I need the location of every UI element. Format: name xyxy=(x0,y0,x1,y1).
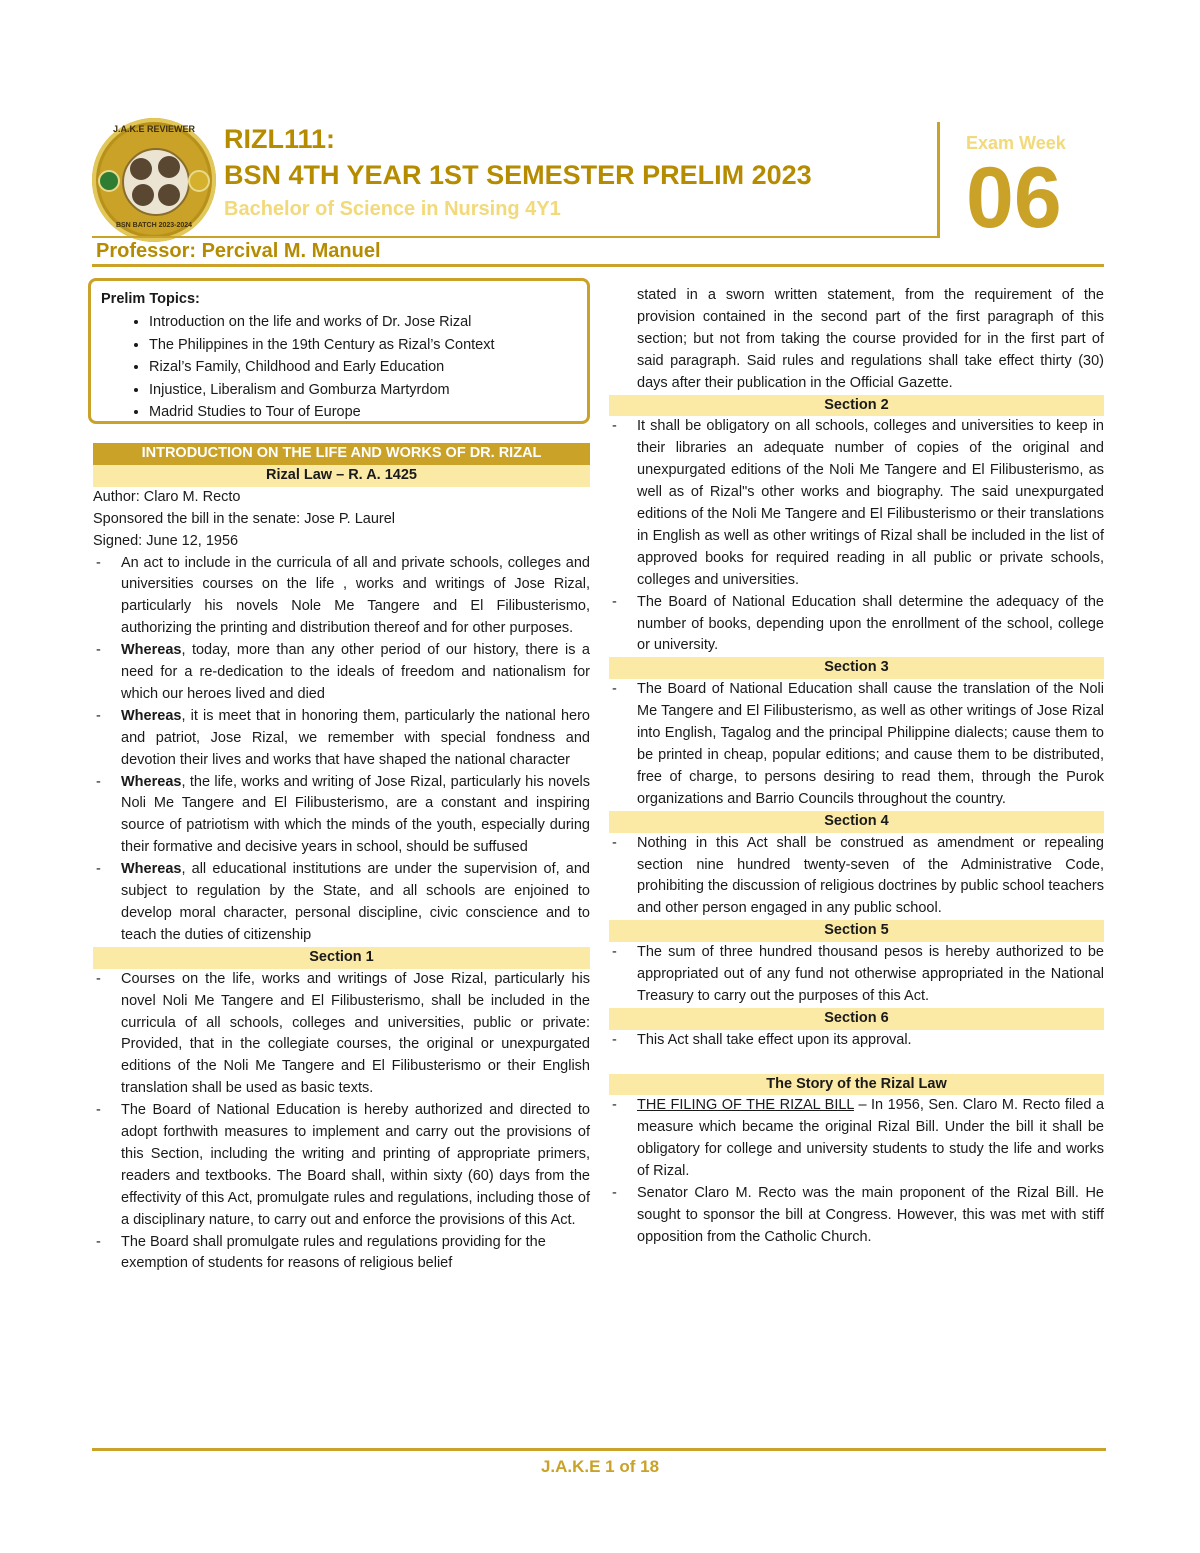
section1-item: - Courses on the life, works and writings of Jose Rizal, particularly his novel Noli Me Tangere and El Filibusterismo, shall be included in the curricula of all schools, colleges and universities, public or private: Provided, that in the collegiate courses, the original or unexpurgated editions of the Noli Me Tangere and El Filibusterismo or their English translation shall be used as basic texts. xyxy=(96,970,590,1097)
intro-item-text: , it is meet that in honoring them, particularly the national hero and patriot, Jose Rizal, we remember with special fondness and devotion their lives and works that have shaped the national character xyxy=(121,707,590,768)
logo-seal-right xyxy=(188,170,210,192)
section3-item: - The Board of National Education shall cause the translation of the Noli Me Tangere and El Filibusterismo, as well as other writings of Jose Rizal into English, Tagalog and the principal Philippine dialects; cause them to be printed in cheap, popular editions; and cause them to be distributed, free of charge, to persons desiring to read them, through the Purok organizations and Barrio Councils throughout the country. xyxy=(612,681,1104,807)
intro-item-keyword: Whereas xyxy=(121,861,182,878)
intro-item: - Whereas, all educational institutions are under the supervision of, and subject to regulation by the State, and all schools are enjoined to develop moral character, personal discipline, civic conscience and to teach the duties of citizenship xyxy=(96,861,590,943)
prelim-topics-box xyxy=(88,278,590,424)
header-vertical-divider xyxy=(937,122,940,238)
section-heading-intro: INTRODUCTION ON THE LIFE AND WORKS OF DR. RIZAL xyxy=(93,443,590,465)
topic-item: • Injustice, Liberalism and Gomburza Martyrdom xyxy=(149,379,577,402)
story-item: - Senator Claro M. Recto was the main proponent of the Rizal Bill. He sought to sponsor the bill at Congress. However, this was met with stiff opposition from the Catholic Church. xyxy=(612,1185,1104,1245)
story-item-title: THE FILING OF THE RIZAL BILL xyxy=(637,1097,854,1114)
course-code: RIZL111: xyxy=(224,124,336,154)
intro-item: - Whereas, the life, works and writing of Jose Rizal, particularly his novels Noli Me Tangere and El Filibusterismo, are a constant and inspiring source of patriotism with which the minds of the youth, especially during their formative and decisive years in school, should be suffused xyxy=(96,773,590,856)
topic-item: • Madrid Studies to Tour of Europe xyxy=(149,401,577,424)
rizal-law-heading: Rizal Law – R. A. 1425 xyxy=(93,465,590,487)
intro-item: - Whereas, today, more than any other period of our history, there is a need for a re-dedication to the ideals of freedom and nationalism for which our heroes lived and died xyxy=(96,642,590,702)
section2-heading: Section 2 xyxy=(609,395,1104,417)
section2-item-text: It shall be obligatory on all schools, colleges and universities to keep in their libraries an adequate number of copies of the original and unexpurgated editions of the Noli Me Tangere and El Filibusterismo, as well as of Rizal"s other works and biography. The said unexpurgated editions of the Noli Me Tangere and El Filibusterismo or their translations in English as well as other writings of Rizal shall be included in the list of approved books for required reading in all public or private schools, colleges and universities. xyxy=(637,418,1104,588)
intro-item-text: , the life, works and writing of Jose Rizal, particularly his novels Noli Me Tangere and El Filibusterismo, are a constant and inspiring source of patriotism with which the minds of the youth, especially during their formative and decisive years in school, should be suffused xyxy=(121,773,590,856)
section3-item-text: The Board of National Education shall cause the translation of the Noli Me Tangere and El Filibusterismo, as well as other writings of Jose Rizal into English, Tagalog and the principal Philippine dialects; cause them to be printed in cheap, popular editions; and cause them to be distributed, free of charge, to persons desiring to read them, through the Purok organizations and Barrio Councils throughout the country. xyxy=(637,681,1104,807)
section1-continuation: stated in a sworn written statement, from the requirement of the provision contained in the second part of the first paragraph of this section; but not from taking the course provided for in the first part of said paragraph. Said rules and regulations shall take effect thirty (30) days after their publication in the Official Gazette. xyxy=(637,287,1104,391)
intro-item: - An act to include in the curricula of all and private schools, colleges and universities courses on the life , works and writings of Jose Rizal, particularly his novels Nole Me Tangere and El Filibusterismo, authorizing the printing and distribution thereof and for other purposes. xyxy=(96,554,590,637)
topics-title: Prelim Topics: xyxy=(101,291,200,307)
topic-item: • Introduction on the life and works of Dr. Jose Rizal xyxy=(149,311,577,334)
section6-item-text: This Act shall take effect upon its approval. xyxy=(637,1031,912,1048)
intro-item-keyword: Whereas xyxy=(121,773,182,790)
exam-week-label: Exam Week xyxy=(966,133,1066,153)
header-divider xyxy=(92,236,939,238)
topic-item: • Rizal’s Family, Childhood and Early Education xyxy=(149,356,577,379)
topics-list xyxy=(101,311,577,424)
story-item-text: Senator Claro M. Recto was the main proponent of the Rizal Bill. He sought to sponsor the bill at Congress. However, this was met with stiff opposition from the Catholic Church. xyxy=(637,1185,1104,1245)
section4-item-text: Nothing in this Act shall be construed as amendment or repealing section nine hundred twenty-seven of the Administrative Code, prohibiting the discussion of religious doctrines by public school teachers and other person engaged in any public school. xyxy=(637,834,1104,917)
law-signed: Signed: June 12, 1956 xyxy=(93,532,239,549)
section6-item: - This Act shall take effect upon its approval. xyxy=(612,1031,912,1048)
spacer xyxy=(609,1052,1104,1074)
topic-item: • The Philippines in the 19th Century as Rizal’s Context xyxy=(149,334,577,357)
intro-item-keyword: Whereas xyxy=(121,642,182,659)
logo-subtext: BSN BATCH 2023-2024 xyxy=(115,222,193,229)
section2-item-text: The Board of National Education shall determine the adequacy of the number of books, depending upon the enrollment of the school, college or university. xyxy=(637,593,1104,654)
section2-item: - It shall be obligatory on all schools, colleges and universities to keep in their libraries an adequate number of copies of the original and unexpurgated editions of the Noli Me Tangere and El Filibusterismo, as well as of Rizal"s other works and biography. The said unexpurgated editions of the Noli Me Tangere and El Filibusterismo or their translations in English as well as other writings of Rizal shall be included in the list of approved books for required reading in all public or private schools, colleges and universities. xyxy=(612,418,1104,588)
intro-item: - Whereas, it is meet that in honoring them, particularly the national hero and patriot, Jose Rizal, we remember with special fondness and devotion their lives and works that have shaped the national character xyxy=(96,707,590,768)
intro-item-text: , today, more than any other period of our history, there is a need for a re-dedication to the ideals of freedom and nationalism for which our heroes lived and died xyxy=(121,642,590,702)
section1-heading: Section 1 xyxy=(93,947,590,969)
logo-seal-left xyxy=(98,170,120,192)
logo-text: J.A.K.E REVIEWER xyxy=(112,124,195,134)
section1-item-text: The Board of National Education is hereby authorized and directed to adopt forthwith measures to implement and carry out the provisions of this Section, including the writing and printing of appropriate primers, readers and textbooks. The Board shall, within sixty (60) days from the effectivity of this Act, promulgate rules and regulations, including those of a disciplinary nature, to carry out and enforce the provisions of this Act. xyxy=(121,1102,590,1228)
section2-item: - The Board of National Education shall determine the adequacy of the number of books, depending upon the enrollment of the school, college or university. xyxy=(612,593,1104,654)
law-author: Author: Claro M. Recto xyxy=(93,488,241,505)
section5-item: - The sum of three hundred thousand pesos is hereby authorized to be appropriated out of any fund not otherwise appropriated in the National Treasury to carry out the purposes of this Act. xyxy=(612,944,1104,1004)
section3-heading: Section 3 xyxy=(609,657,1104,679)
story-item-text: – In 1956, Sen. Claro M. Recto filed a measure which became the original Rizal Bill. Under the bill it shall be obligatory for college and university students to study the life and works of Rizal. xyxy=(637,1097,1105,1180)
reviewer-logo xyxy=(92,118,216,242)
left-column xyxy=(93,443,590,1275)
intro-item-text: , all educational institutions are under the supervision of, and subject to regulation by the State, and all schools are enjoined to develop moral character, personal discipline, civic conscience and to teach the duties of citizenship xyxy=(121,861,590,943)
right-column xyxy=(609,285,1104,1249)
intro-item-keyword: Whereas xyxy=(121,707,182,724)
section1-item-text: The Board shall promulgate rules and regulations providing for the exemption of students for reasons of religious belief xyxy=(121,1233,546,1272)
section5-heading: Section 5 xyxy=(609,920,1104,942)
section1-item: - The Board of National Education is hereby authorized and directed to adopt forthwith measures to implement and carry out the provisions of this Section, including the writing and printing of appropriate primers, readers and textbooks. The Board shall, within sixty (60) days from the effectivity of this Act, promulgate rules and regulations, including those of a disciplinary nature, to carry out and enforce the provisions of this Act. xyxy=(96,1102,590,1228)
exam-week-number: 06 xyxy=(966,150,1062,246)
law-sponsor: Sponsored the bill in the senate: Jose P. Laurel xyxy=(93,510,396,527)
section1-item: - The Board shall promulgate rules and regulations providing for the exemption of students for reasons of religious belief xyxy=(96,1233,546,1272)
section4-heading: Section 4 xyxy=(609,811,1104,833)
section5-item-text: The sum of three hundred thousand pesos is hereby authorized to be appropriated out of any fund not otherwise appropriated in the National Treasury to carry out the purposes of this Act. xyxy=(637,944,1104,1004)
footer-rule xyxy=(92,1448,1106,1451)
story-heading: The Story of the Rizal Law xyxy=(609,1074,1104,1096)
section1-item-text: Courses on the life, works and writings of Jose Rizal, particularly his novel Noli Me Tangere and El Filibusterismo, shall be included in the curricula of all schools, colleges and universities, public or private: Provided, that in the collegiate courses, the original or unexpurgated editions of the Noli Me Tangere and El Filibusterismo or their English translation shall be used as basic texts. xyxy=(121,970,590,1097)
logo-photo xyxy=(122,148,190,216)
course-subtitle: Bachelor of Science in Nursing 4Y1 xyxy=(224,198,561,220)
page-number: J.A.K.E 1 of 18 xyxy=(540,1457,660,1476)
section4-item: - Nothing in this Act shall be construed as amendment or repealing section nine hundred twenty-seven of the Administrative Code, prohibiting the discussion of religious doctrines by public school teachers and other person engaged in any public school. xyxy=(612,834,1104,917)
header-bottom-rule xyxy=(92,264,1104,267)
professor-name: Professor: Percival M. Manuel xyxy=(96,240,381,262)
story-item: - THE FILING OF THE RIZAL BILL – In 1956, Sen. Claro M. Recto filed a measure which became the original Rizal Bill. Under the bill it shall be obligatory for college and university students to study the life and works of Rizal. xyxy=(612,1097,1105,1180)
section6-heading: Section 6 xyxy=(609,1008,1104,1030)
intro-item-text: An act to include in the curricula of all and private schools, colleges and universities courses on the life , works and writings of Jose Rizal, particularly his novels Nole Me Tangere and El Filibusterismo, authorizing the printing and distribution thereof and for other purposes. xyxy=(121,554,590,637)
course-title: BSN 4TH YEAR 1ST SEMESTER PRELIM 2023 xyxy=(224,160,812,190)
